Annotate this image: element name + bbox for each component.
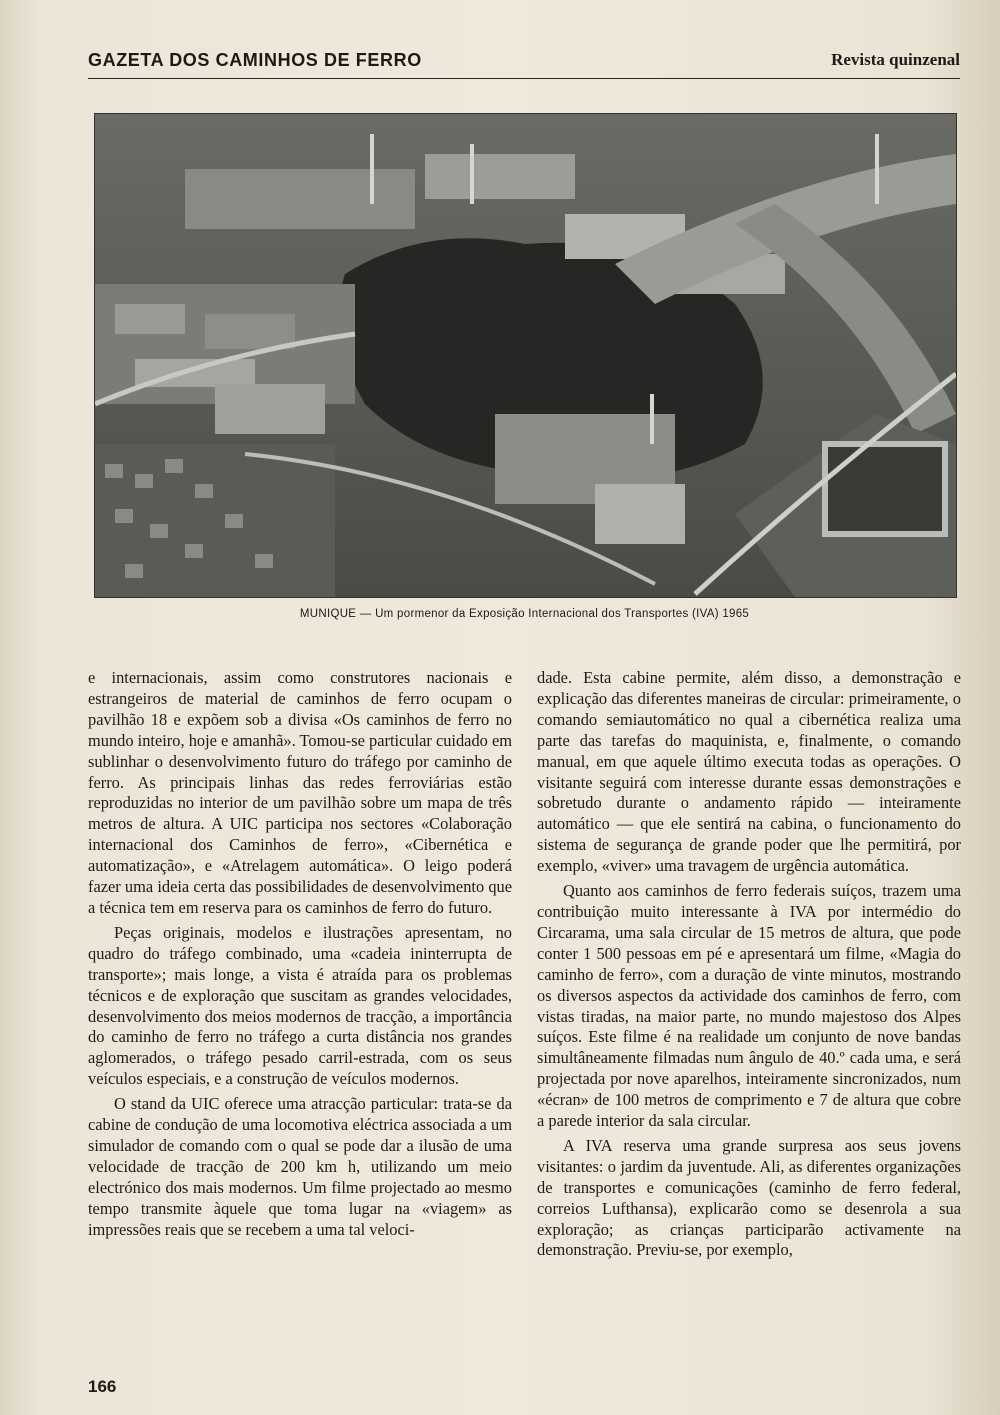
paragraph: e internacionais, assim como construtores nacionais e estrangeiros de material de caminhos de ferro ocupam o pavilhão 18 e expõem sob a divisa «Os caminhos de ferro no mundo inteiro, hoje e amanhã». Tomou-se particular cuidado em sublinhar o desenvolvimento futuro do tráfego por caminho de ferro. As principais linhas das redes ferroviárias estão reproduzidas no interior de um pavilhão sobre um mapa de três metros de altura. A UIC participa nos sectores «Colaboração internacional dos Caminhos de ferro», «Cibernética e automatização», e «Atrelagem automática». O leigo poderá fazer uma ideia certa das possibilidades de desenvolvimento que a técnica tem em reserva para os caminhos de ferro do futuro. [88,668,512,917]
photo-caption: MUNIQUE — Um pormenor da Exposição Internacional dos Transportes (IVA) 1965 [299,608,750,620]
paragraph: O stand da UIC oferece uma atracção particular: trata-se da cabine de condução de uma locomotiva eléctrica associada a um simulador de comando com o qual se pode dar a ilusão de uma velocidade de tracção de 200 km h, utilizando um meio electrónico dos mais modernos. Um filme projectado ao mesmo tempo transmite àquele que toma lugar na «viagem» as impressões reais que se recebem a uma tal veloci- [88,1094,512,1239]
paragraph: dade. Esta cabine permite, além disso, a demonstração e explicação das diferentes maneiras de circular: primeiramente, o comando semiautomático no qual a cibernética realiza uma parte das tarefas do maquinista, e, finalmente, o comando manual, em que aquele último executa todas as operações. O visitante seguirá com interesse durante essas demonstrações e sobretudo durante o andamento rápido — inteiramente automático — que ele sentirá na cabina, o funcionamento do sistema de segurança de grande poder que lhe permitirá, por exemplo, «viver» uma travagem de urgência automática. [537,668,961,876]
paragraph: A IVA reserva uma grande surpresa aos seus jovens visitantes: o jardim da juventude. Ali, as diferentes organizações de transportes e comunicações (caminho de ferro federal, correios Lufthansa), explicarão como se desenrola a sua exploração; as crianças participarão activamente na demonstração. Previu-se, por exemplo, [537,1135,961,1260]
publication-subtitle: Revista quinzenal [831,50,960,69]
paragraph: Peças originais, modelos e ilustrações apresentam, no quadro do tráfego combinado, uma «cadeia ininterrupta de transporte»; mais longe, a vista é atraída para os problemas técnicos e de exploração que suscitam as grandes velocidades, desenvolvimento dos meios modernos de tracção, a importância do caminho de ferro no tráfego a curta distância nos grandes aglomerados, o tráfego pesado carril-estrada, com os seus veículos especiais, e a construção de veículos modernos. [88,922,512,1089]
publication-title: GAZETA DOS CAMINHOS DE FERRO [88,50,422,70]
text-column-left [88,668,512,1244]
text-column-right [537,668,961,1265]
page-number: 166 [88,1377,117,1396]
paragraph: Quanto aos caminhos de ferro federais suíços, trazem uma contribuição muito interessante à IVA por intermédio do Circarama, uma sala circular de 15 metros de altura, que pode conter 1 500 pessoas em pé e apresentará um filme, «Magia do caminho de ferro», com a duração de vinte minutos, mostrando os diversos aspectos da actividade dos caminhos de ferro, com vistas tiradas, na maior parte, no mundo majestoso dos Alpes suíços. Este filme é na realidade um conjunto de nove bandas simultâneamente filmadas num ângulo de 40.º cada uma, e será projectada por nove aparelhos, inteiramente sincronizados, num «écran» de 100 metros de comprimento e 7 de altura que cobre a parede interior da sala circular. [537,881,961,1131]
aerial-photo [94,113,957,598]
running-header [88,48,960,79]
